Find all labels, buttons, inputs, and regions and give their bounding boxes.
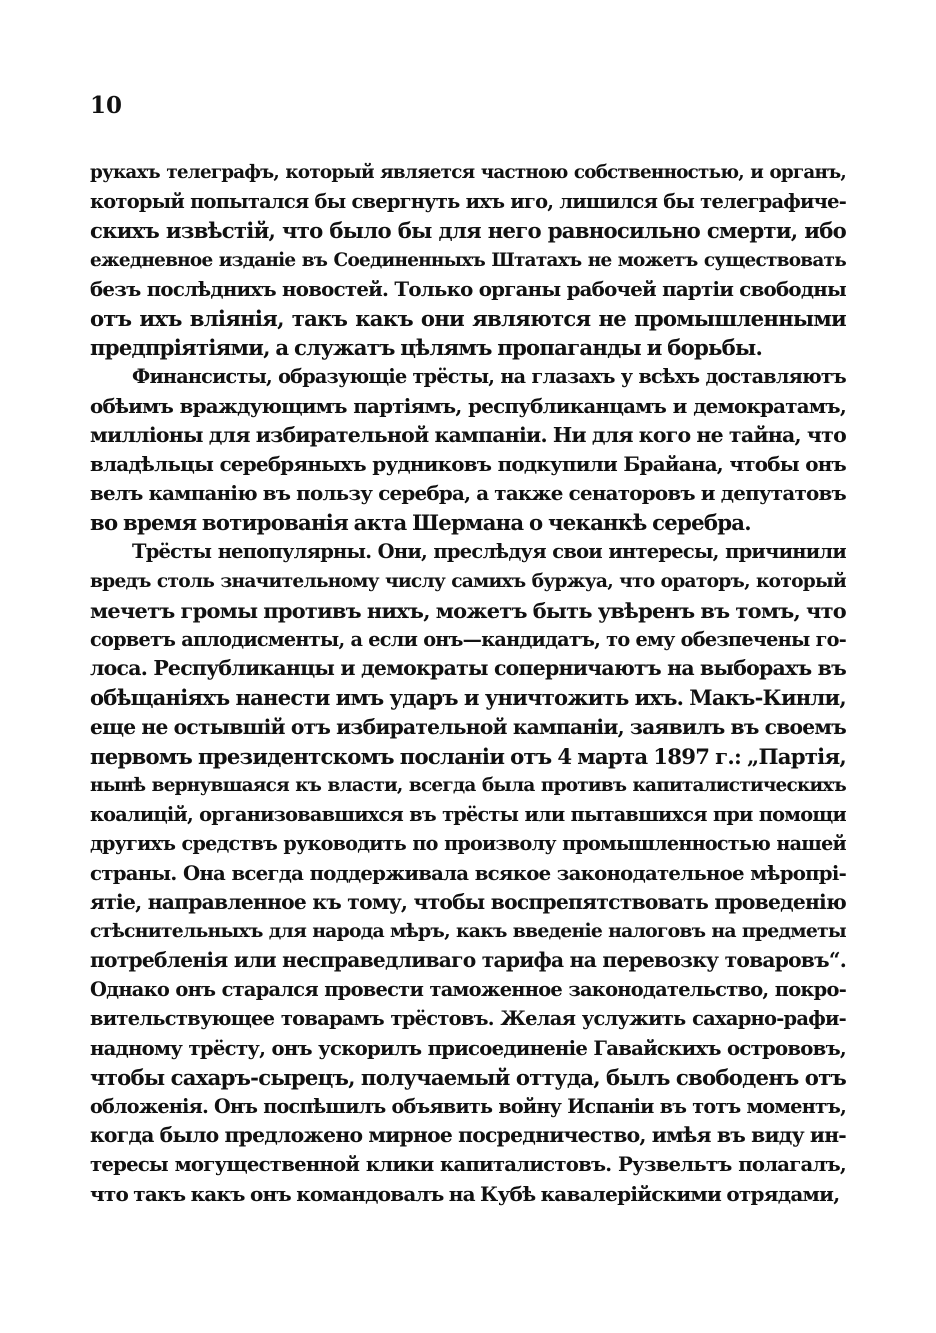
text-line: нынѣ вернувшаяся къ власти, всегда была противъ капиталистическихъ	[90, 774, 846, 796]
text-line: обѣимъ враждующимъ партіямъ, республиканцамъ и демократамъ,	[90, 393, 846, 418]
paragraph-3	[90, 537, 846, 1208]
text-line: мечетъ громы противъ нихъ, можетъ быть увѣренъ въ томъ, что	[90, 597, 846, 623]
text-line: когда было предложено мирное посредничество, имѣя въ виду ин-	[90, 1123, 846, 1148]
text-line: другихъ средствъ руководить по произволу промышленностью нашей	[90, 832, 846, 856]
text-line: что такъ какъ онъ командовалъ на Кубѣ кавалерійскими отрядами,	[90, 1181, 840, 1206]
paragraph-2	[90, 362, 846, 537]
text-line: чтобы сахаръ-сырецъ, получаемый оттуда, былъ свободенъ отъ	[90, 1064, 846, 1090]
text-line: Трёсты непопулярны. Они, преслѣдуя свои интересы, причинили	[132, 540, 846, 564]
text-line: рукахъ телеграфъ, который является частною собственностью, и органъ,	[90, 162, 846, 183]
text-line: лоса. Республиканцы и демократы соперничаютъ на выборахъ въ	[90, 656, 846, 681]
text-line: Финансисты, образующіе трёсты, на глазахъ у всѣхъ доставляютъ	[132, 365, 846, 389]
text-line: потребленія или несправедливаго тарифа на перевозку товаровъ“.	[90, 948, 846, 973]
text-line: надному трёсту, онъ ускорилъ присоединеніе Гавайскихъ острововъ,	[90, 1036, 846, 1060]
text-line: страны. Она всегда поддерживала всякое законодательное мѣропрі-	[90, 860, 846, 885]
text-line: Однако онъ старался провести таможенное законодательство, покро-	[90, 978, 846, 1002]
text-line: еще не остывшій отъ избирательной кампаніи, заявилъ въ своемъ	[90, 714, 846, 739]
body-text	[90, 158, 846, 1209]
text-line: тересы могущественной клики капиталистовъ. Рузвельтъ полагалъ,	[90, 1153, 846, 1177]
text-line: отъ ихъ вліянія, такъ какъ они являются не промышленными	[90, 305, 846, 331]
text-line: сорветъ аплодисменты, а если онъ—кандидатъ, то ему обезпечены го-	[90, 628, 846, 651]
text-line: вредъ столь значительному числу самихъ буржуа, что ораторъ, который	[90, 570, 846, 592]
text-line: владѣльцы серебряныхъ рудниковъ подкупили Брайана, чтобы онъ	[90, 451, 846, 476]
page-number: 10	[90, 92, 123, 119]
text-line: первомъ президентскомъ посланіи отъ 4 марта 1897 г.: „Партія,	[90, 743, 846, 769]
text-line: обѣщаніяхъ нанести имъ ударъ и уничтожить ихъ. Макъ-Кинли,	[90, 685, 846, 711]
text-line: который попытался бы свергнуть ихъ иго, лишился бы телеграфиче-	[90, 190, 846, 214]
text-line: скихъ извѣстій, что было бы для него равносильно смерти, ибо	[90, 218, 846, 244]
text-line: предпріятіями, а служатъ цѣлямъ пропаганды и борьбы.	[90, 335, 763, 361]
paragraph-1	[90, 158, 846, 362]
text-line: стѣснительныхъ для народа мѣръ, какъ введеніе налоговъ на предметы	[90, 919, 846, 942]
text-line: обложенія. Онъ поспѣшилъ объявить войну Испаніи въ тотъ моментъ,	[90, 1095, 846, 1118]
text-line: милліоны для избирательной кампаніи. Ни для кого не тайна, что	[90, 422, 846, 447]
text-line: коалицій, организовавшихся въ трёсты или пытавшихся при помощи	[90, 803, 846, 827]
text-line: вительствующее товарамъ трёстовъ. Желая услужить сахарно-рафи-	[90, 1007, 846, 1031]
text-line: ятіе, направленное къ тому, чтобы воспрепятствовать проведенію	[90, 889, 846, 914]
text-line: безъ послѣднихъ новостей. Только органы рабочей партіи свободны	[90, 276, 846, 301]
text-line: велъ кампанію въ пользу серебра, а также сенаторовъ и депутатовъ	[90, 481, 846, 506]
text-line: во время вотированія акта Шермана о чеканкѣ серебра.	[90, 510, 751, 536]
text-line: ежедневное изданіе въ Соединенныхъ Штатахъ не можетъ существовать	[90, 249, 846, 271]
